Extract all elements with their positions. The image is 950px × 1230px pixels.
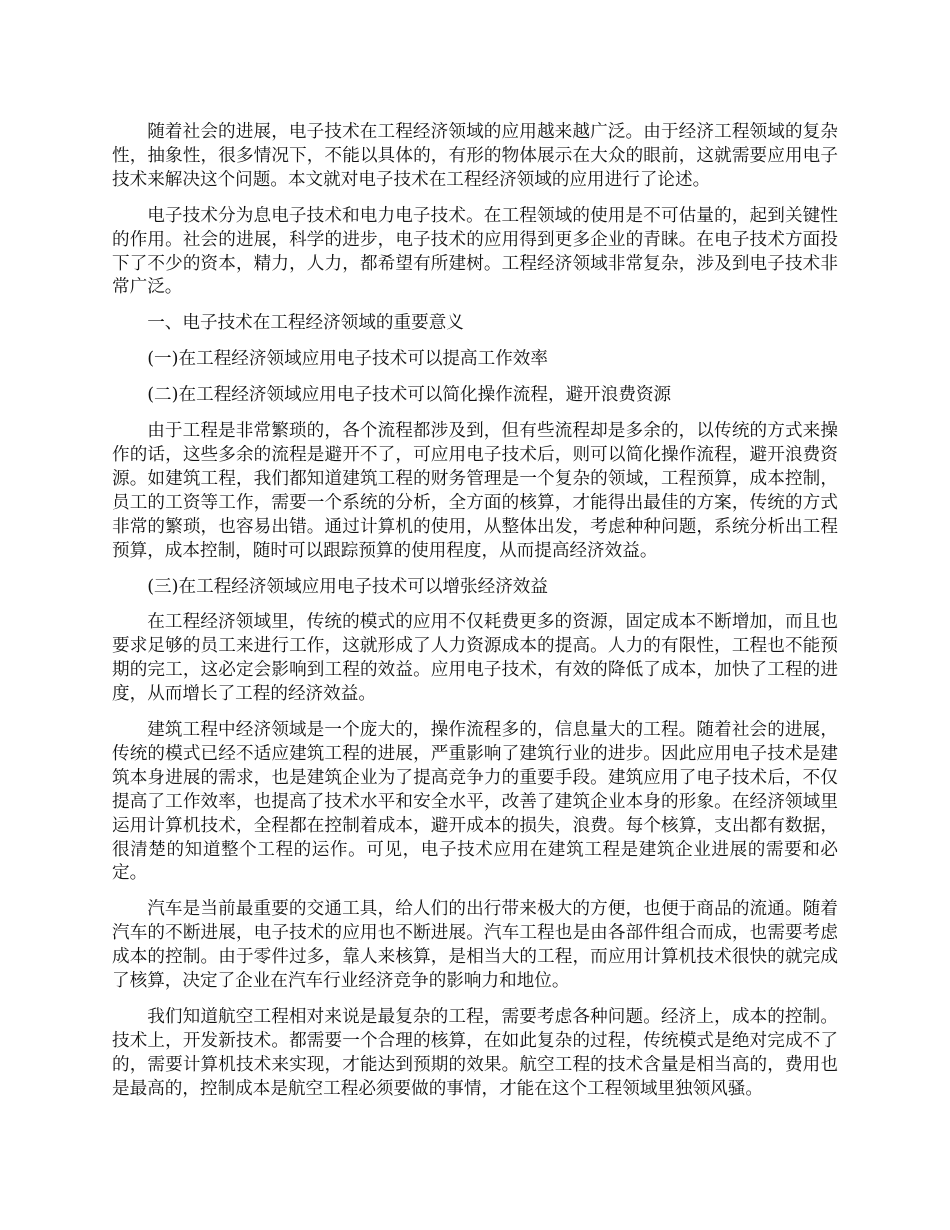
body-paragraph: 汽车是当前最重要的交通工具，给人们的出行带来极大的方便，也便于商品的流通。随着汽车的不断进展，电子技术的应用也不断进展。汽车工程也是由各部件组合而成，也需要考虑成本的控制。由于零件过多，靠人来核算，是相当大的工程，而应用计算机技术很快的就完成了核算，决定了企业在汽车行业经济竞争的影响力和地位。 [112,899,838,992]
subsection-heading: (二)在工程经济领域应用电子技术可以简化操作流程，避开浪费资源 [147,385,672,406]
body-paragraph: 建筑工程中经济领域是一个庞大的，操作流程多的，信息量大的工程。随着社会的进展，传统的模式已经不适应建筑工程的进展，严重影响了建筑行业的进步。因此应用电子技术是建筑本身进展的需求，也是建筑企业为了提高竞争力的重要手段。建筑应用了电子技术后，不仅提高了工作效率，也提高了技术水平和安全水平，改善了建筑企业本身的形象。在经济领域里运用计算机技术，全程都在控制着成本，避开成本的损失，浪费。每个核算，支出都有数据，很清楚的知道整个工程的运作。可见，电子技术应用在建筑工程是建筑企业进展的需要和必定。 [112,720,838,884]
section-heading: 一、电子技术在工程经济领域的重要意义 [147,313,464,334]
intro-paragraph: 随着社会的进展，电子技术在工程经济领域的应用越来越广泛。由于经济工程领域的复杂性，抽象性，很多情况下，不能以具体的，有形的物体展示在大众的眼前，这就需要应用电子技术来解决这个问题。本文就对电子技术在工程经济领域的应用进行了论述。 [112,122,838,190]
document-page [112,121,838,1114]
body-paragraph: 由于工程是非常繁琐的，各个流程都涉及到，但有些流程却是多余的，以传统的方式来操作的话，这些多余的流程是避开不了，可应用电子技术后，则可以简化操作流程，避开浪费资源。如建筑工程，我们都知道建筑工程的财务管理是一个复杂的领域，工程预算，成本控制，员工的工资等工作，需要一个系统的分析，全方面的核算，才能得出最佳的方案，传统的方式非常的繁琐，也容易出错。通过计算机的使用，从整体出发，考虑种种问题，系统分析出工程预算，成本控制，随时可以跟踪预算的使用程度，从而提高经济效益。 [112,421,838,561]
body-paragraph: 在工程经济领域里，传统的模式的应用不仅耗费更多的资源，固定成本不断增加，而且也要求足够的员工来进行工作，这就形成了人力资源成本的提高。人力的有限性，工程也不能预期的完工，这必定会影响到工程的效益。应用电子技术，有效的降低了成本，加快了工程的进度，从而增长了工程的经济效益。 [112,612,838,705]
subsection-heading: (一)在工程经济领域应用电子技术可以提高工作效率 [147,349,548,370]
body-paragraph: 我们知道航空工程相对来说是最复杂的工程，需要考虑各种问题。经济上，成本的控制。技术上，开发新技术。都需要一个合理的核算，在如此复杂的过程，传统模式是绝对完成不了的，需要计算机技术来实现，才能达到预期的效果。航空工程的技术含量是相当高的，费用也是最高的，控制成本是航空工程必须要做的事情，才能在这个工程领域里独领风骚。 [112,1007,838,1099]
subsection-heading: (三)在工程经济领域应用电子技术可以增张经济效益 [147,576,548,597]
body-paragraph: 电子技术分为息电子技术和电力电子技术。在工程领域的使用是不可估量的，起到关键性的作用。社会的进展，科学的进步，电子技术的应用得到更多企业的青睐。在电子技术方面投下了不少的资本，精力，人力，都希望有所建树。工程经济领域非常复杂，涉及到电子技术非常广泛。 [112,205,838,298]
